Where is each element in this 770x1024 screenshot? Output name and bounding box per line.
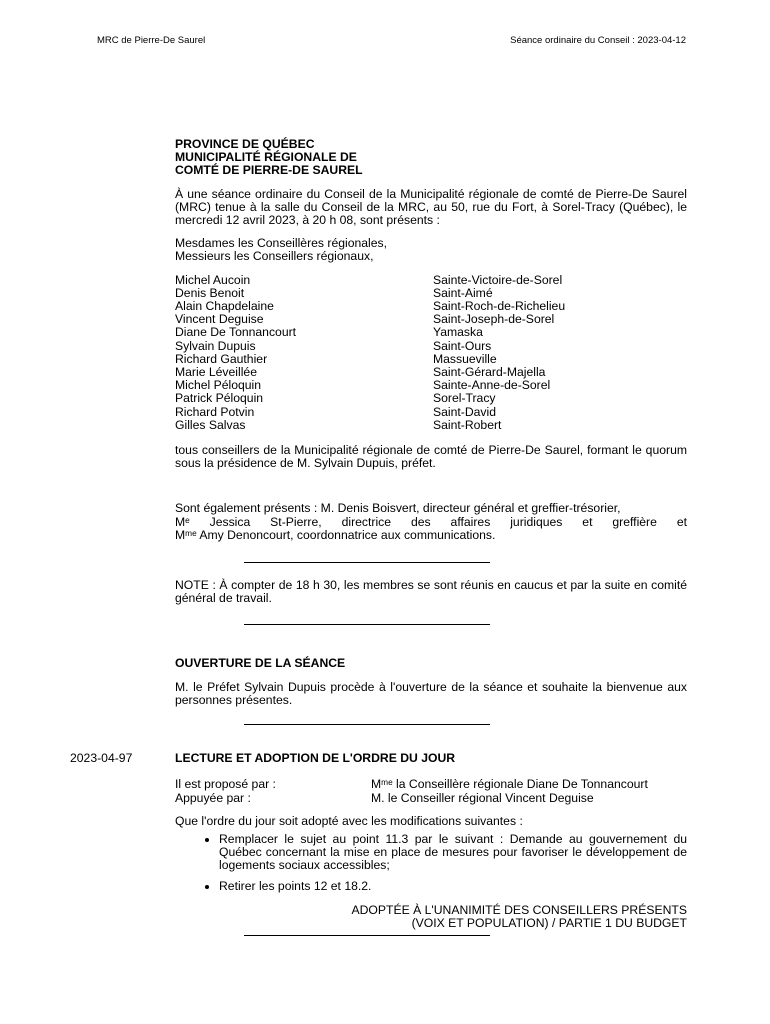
proposed-label: Il est proposé par :: [175, 777, 276, 792]
member-name: Richard Potvin: [175, 404, 255, 419]
member-name: Vincent Deguise: [175, 312, 264, 327]
page-header-left: MRC de Pierre-De Saurel: [97, 35, 206, 46]
seconded-by: M. le Conseiller régional Vincent Deguise: [371, 790, 594, 805]
member-name: Alain Chapdelaine: [175, 299, 274, 314]
opening-heading: OUVERTURE DE LA SÉANCE: [175, 656, 346, 671]
member-name: Denis Benoit: [175, 285, 245, 300]
document-body: [70, 137, 687, 936]
opening-paragraph: M. le Préfet Sylvain Dupuis procède à l'ouverture de la séance et souhaite la bienvenue aux personnes présentes.: [175, 679, 687, 707]
seconded-label: Appuyée par :: [175, 790, 251, 805]
member-municipality: Saint-Aimé: [433, 285, 493, 300]
member-name: Michel Aucoin: [175, 272, 251, 287]
proposed-row: [175, 778, 687, 791]
note-paragraph: NOTE : À compter de 18 h 30, les membres se sont réunis en caucus et par la suite en comité général de travail.: [175, 578, 687, 606]
separator-rule: [244, 724, 490, 725]
member-municipality: Saint-David: [433, 404, 496, 419]
resolved-text: Que l'ordre du jour soit adopté avec les modifications suivantes :: [175, 813, 523, 828]
document-title: [175, 138, 687, 178]
member-municipality: Sorel-Tracy: [433, 391, 496, 406]
separator-rule: [244, 562, 490, 563]
proposed-by: Mᵐᵉ la Conseillère régionale Diane De Tonnancourt: [371, 777, 648, 792]
member-municipality: Massueville: [433, 351, 497, 366]
member-municipality: Saint-Robert: [433, 417, 502, 432]
resolution-heading: LECTURE ET ADOPTION DE L'ORDRE DU JOUR: [175, 751, 456, 766]
separator-rule: [244, 624, 490, 625]
separator-rule: [244, 935, 490, 936]
quorum-paragraph: tous conseillers de la Municipalité régionale de comté de Pierre-De Saurel, formant le quorum sous la présidence de M. Sylvain Dupuis, préfet.: [175, 443, 687, 471]
member-municipality: Sainte-Victoire-de-Sorel: [433, 272, 563, 287]
adopted-line-1: ADOPTÉE À L'UNANIMITÉ DES CONSEILLERS PRÉSENTS: [351, 902, 687, 917]
member-municipality: Saint-Roch-de-Richelieu: [433, 299, 566, 314]
list-item: • Retirer les points 12 et 18.2.: [219, 880, 687, 893]
also-present: [175, 502, 687, 542]
member-name: Michel Péloquin: [175, 378, 262, 393]
title-line-2: MUNICIPALITÉ RÉGIONALE DE: [175, 150, 357, 165]
also-present-line-3: Mᵐᵉ Amy Denoncourt, coordonnatrice aux communications.: [175, 527, 496, 542]
also-present-line-1: Sont également présents : M. Denis Boisvert, directeur général et greffier-trésorier,: [175, 501, 621, 516]
member-municipality: Saint-Ours: [433, 338, 492, 353]
member-municipality: Yamaska: [433, 325, 483, 340]
member-name: Marie Léveillée: [175, 365, 257, 380]
member-municipality: Saint-Joseph-de-Sorel: [433, 312, 555, 327]
modifications-list: [175, 833, 687, 893]
member-name: Diane De Tonnancourt: [175, 325, 297, 340]
page-header-right: Séance ordinaire du Conseil : 2023-04-12: [510, 35, 686, 46]
greeting: [175, 237, 687, 263]
adopted-line-2: (VOIX ET POPULATION) / PARTIE 1 DU BUDGET: [411, 915, 687, 930]
greeting-line-1: Mesdames les Conseillères régionales,: [175, 236, 388, 251]
also-present-line-2: Mᵉ Jessica St-Pierre, directrice des affaires juridiques et greffière et: [175, 514, 687, 529]
members-list: [175, 274, 687, 432]
resolution-number: 2023-04-97: [70, 751, 133, 766]
member-name: Richard Gauthier: [175, 351, 268, 366]
member-municipality: Sainte-Anne-de-Sorel: [433, 378, 551, 393]
title-line-3: COMTÉ DE PIERRE-DE SAUREL: [175, 163, 363, 178]
member-name: Patrick Péloquin: [175, 391, 264, 406]
seconded-row: [175, 792, 687, 805]
title-line-1: PROVINCE DE QUÉBEC: [175, 137, 315, 151]
intro-paragraph: À une séance ordinaire du Conseil de la Municipalité régionale de comté de Pierre-De Saurel (MRC) tenue à la salle du Conseil de la MRC, au 50, rue du Fort, à Sorel-Tracy (Québec), le mercredi 12 avril 2023, à 20 h 08, sont présents :: [175, 186, 687, 228]
resolution-block: [70, 751, 687, 936]
greeting-line-2: Messieurs les Conseillers régionaux,: [175, 249, 374, 264]
member-names-column: [175, 274, 433, 432]
member-municipalities-column: [433, 274, 565, 432]
member-municipality: Saint-Gérard-Majella: [433, 365, 546, 380]
member-name: Gilles Salvas: [175, 417, 246, 432]
member-name: Sylvain Dupuis: [175, 338, 256, 353]
list-item: • Remplacer le sujet au point 11.3 par le suivant : Demande au gouvernement du Québec concernant la mise en place de mesures pour favoriser le développement de logements sociaux accessibles;: [219, 833, 687, 873]
